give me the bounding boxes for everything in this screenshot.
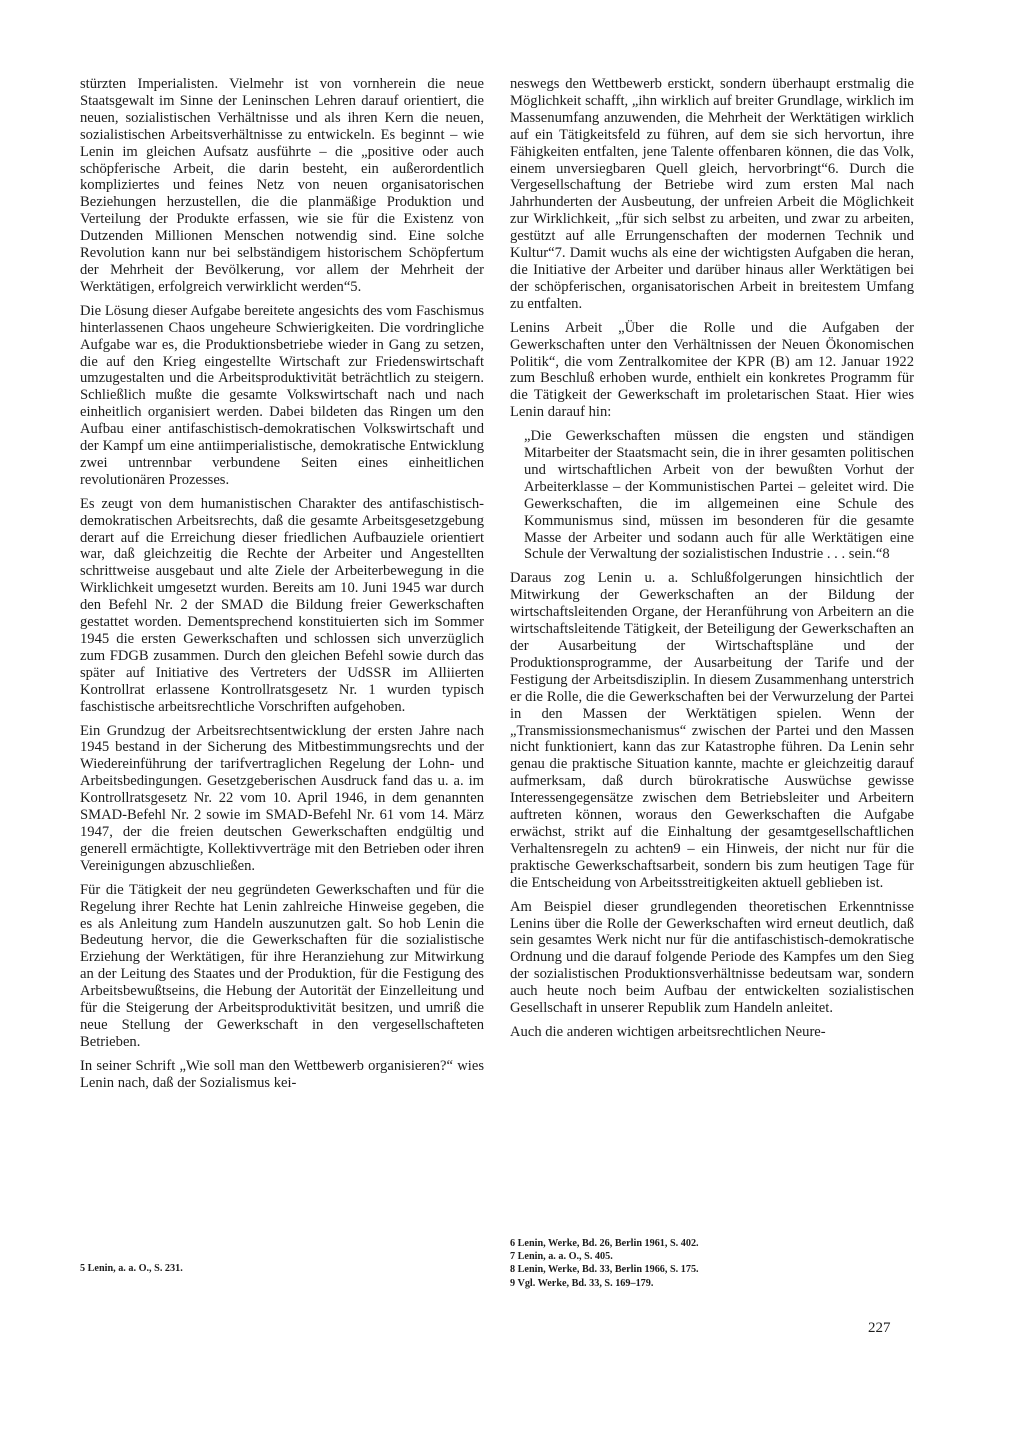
paragraph: stürzten Imperialisten. Vielmehr ist von vornherein die neue Staatsgewalt im Sinne der Leninschen Lehren darauf orientiert, die neuen, sozialistischen Verhältnisse und als ihren Kern die neuen, sozialistischen Arbeitsverhältnisse zu entwickeln. Es beginnt – wie Lenin im gleichen Aufsatz ausführte – die „positive oder auch schöpferische Arbeit, die darin besteht, ein außerordentlich kompliziertes und feines Netz von neuen organisatorischen Beziehungen herzustellen, die die planmäßige Produktion und Verteilung der Produkte erfassen, wie sie für die Existenz von Dutzenden Millionen Menschen notwendig sind. Eine solche Revolution kann nur bei selbständigem historischem Schöpfertum der Mehrheit der Bevölkerung, vor allem der Mehrheit der Werktätigen, erfolgreich verwirklicht werden“5.: [80, 76, 484, 295]
footnotes-left: [80, 1262, 484, 1275]
page-number: 227: [868, 1320, 891, 1336]
paragraph: neswegs den Wettbewerb erstickt, sondern überhaupt erstmalig die Möglichkeit schafft, „ihn wirklich auf breiter Grundlage, wirklich im Massenumfang anzuwenden, die Mehrheit der Werktätigen wirklich auf ein Tätigkeitsfeld zu führen, auf dem sie sich hervortun, ihre Fähigkeiten entfalten, jene Talente offenbaren können, die das Volk, einem unversiegbaren Quell gleich, hervorbringt“6. Durch die Vergesellschaftung der Betriebe wird zum ersten Mal nach Jahrhunderten der Ausbeutung, der unfreien Arbeit die Möglichkeit zur Wirklichkeit, „für sich selbst zu arbeiten, und zwar zu arbeiten, gestützt auf alle Errungenschaften der modernen Technik und Kultur“7. Damit wuchs als eine der wichtigsten Aufgaben die heran, die Initiative der Arbeiter und darüber hinaus aller Werktätigen bei der schöpferischen, organisatorischen Arbeit in breitestem Umfang zu entfalten.: [510, 76, 914, 312]
footnote: 8 Lenin, Werke, Bd. 33, Berlin 1966, S. 175.: [510, 1264, 699, 1276]
footnote: 5 Lenin, a. a. O., S. 231.: [80, 1263, 183, 1274]
left-column: [80, 76, 484, 1099]
footnote: 7 Lenin, a. a. O., S. 405.: [510, 1251, 613, 1263]
block-quote: „Die Gewerkschaften müssen die engsten und ständigen Mitarbeiter der Staatsmacht sein, die in ihrer gesamten politischen und wirtschaftlichen Arbeit von der bewußten Vorhut der Arbeiterklasse – der Kommunistischen Partei – geleitet wird. Die Gewerkschaften, die im allgemeinen eine Schule des Kommunismus sind, müssen im besonderen für die gesamte Masse der Arbeiter und sodann auch für alle Werktätigen eine Schule der Verwaltung der sozialistischen Industrie . . . sein.“8: [524, 428, 914, 563]
paragraph: Die Lösung dieser Aufgabe bereitete angesichts des vom Faschismus hinterlassenen Chaos ungeheure Schwierigkeiten. Die vordringliche Aufgabe war es, die Produktionsbetriebe wieder in Gang zu setzen, die auf den Krieg eingestellte Wirtschaft zur Friedenswirtschaft umzugestalten und die Arbeitsproduktivität beträchtlich zu steigern. Schließlich mußte die gesamte Volkswirtschaft nach und nach einheitlich organisiert werden. Dabei bildeten das Ringen um den Aufbau einer antifaschistisch-demokratischen Volkswirtschaft und der Kampf um eine antiimperialistische, demokratische Entwicklung zwei untrennbar verbundene Seiten eines einheitlichen revolutionären Prozesses.: [80, 302, 484, 488]
paragraph: Ein Grundzug der Arbeitsrechtsentwicklung der ersten Jahre nach 1945 bestand in der Sicherung des Mitbestimmungsrechts und der Wiedereinführung der tarifvertraglichen Regelung der Lohn- und Arbeitsbedingungen. Gesetzgeberischen Ausdruck fand das u. a. im Kontrollratsgesetz Nr. 22 vom 10. April 1946, in dem genannten SMAD-Befehl Nr. 2 sowie im SMAD-Befehl Nr. 61 vom 14. März 1947, der die freien deutschen Gewerkschaften endgültig und generell ermächtigte, Kollektivverträge mit den Betrieben oder ihren Vereinigungen abzuschließen.: [80, 722, 484, 874]
paragraph: Lenins Arbeit „Über die Rolle und die Aufgaben der Gewerkschaften unter den Verhältnissen der Neuen Ökonomischen Politik“, die vom Zentralkomitee der KPR (B) am 12. Januar 1922 zum Beschluß erhoben wurde, enthielt ein konkretes Programm für die Tätigkeit der Gewerkschaft im proletarischen Staat. Hier wies Lenin darauf hin:: [510, 319, 914, 421]
paragraph: Daraus zog Lenin u. a. Schlußfolgerungen hinsichtlich der Mitwirkung der Gewerkschaften an der Bildung der wirtschaftsleitenden Organe, der Heranführung von Arbeitern an die wirtschaftsleitende Tätigkeit, der Beteiligung der Gewerkschaften an der Ausarbeitung der Wirtschaftspläne und der Produktionsprogramme, der Ausarbeitung der Tarife und der Festigung der Arbeitsdisziplin. In diesem Zusammenhang unterstrich er die Rolle, die die Gewerkschaften bei der Verwurzelung der Partei in den Massen der Werktätigen spielen. Wenn der „Transmissionsmechanismus“ zwischen der Partei und den Massen nicht funktioniert, kann das zur Katastrophe führen. Da Lenin sehr genau die praktische Situation kannte, machte er gleichzeitig darauf aufmerksam, daß durch bürokratische Auswüchse gewisse Interessengegensätze zwischen dem Betriebsleiter und Arbeitern auftreten können, woraus den Gewerkschaften die Aufgabe erwächst, strikt auf die Einhaltung der gesamtgesellschaftlichen Verhaltensregeln zu achten9 – ein Hinweis, der nicht nur für die praktische Gewerkschaftsarbeit, sondern bis zum heutigen Tage für die Entscheidung von Arbeitsstreitigkeiten aktuell geblieben ist.: [510, 570, 914, 891]
footnote: 9 Vgl. Werke, Bd. 33, S. 169–179.: [510, 1277, 654, 1289]
right-column: [510, 76, 914, 1048]
footnotes-right: [510, 1237, 914, 1290]
footnote: 6 Lenin, Werke, Bd. 26, Berlin 1961, S. 402.: [510, 1238, 699, 1249]
paragraph: Am Beispiel dieser grundlegenden theoretischen Erkenntnisse Lenins über die Rolle der Gewerkschaften wird erneut deutlich, daß sein gesamtes Werk nicht nur für die antifaschistisch-demokratische Ordnung und die darauf folgende Periode des Kampfes um den Sieg der sozialistischen Produktionsverhältnisse bedeutsam war, sondern auch heute noch beim Aufbau der entwickelten sozialistischen Gesellschaft in unserer Republik zum Handeln anleitet.: [510, 898, 914, 1017]
paragraph: Es zeugt von dem humanistischen Charakter des antifaschistisch-demokratischen Arbeitsrechts, daß die gesamte Arbeitsgesetzgebung derart auf die Erreichung dieser friedlichen Aufbauziele orientiert war, daß gleichzeitig die Rechte der Arbeiter und Angestellten schrittweise ausgebaut und alte Ziele der Arbeiterbewegung in die Wirklichkeit umgesetzt wurden. Bereits am 10. Juni 1945 war durch den Befehl Nr. 2 der SMAD die Bildung freier Gewerkschaften gestattet worden. Dementsprechend konstituierten sich im Sommer 1945 die ersten Gewerkschaften und schlossen sich unverzüglich zum FDGB zusammen. Durch den gleichen Befehl sowie durch das später auf Initiative des Vertreters der UdSSR im Alliierten Kontrollrat erlassene Kontrollratsgesetz Nr. 1 wurden typisch faschistische arbeitsrechtliche Vorschriften aufgehoben.: [80, 495, 484, 715]
paragraph: Auch die anderen wichtigen arbeitsrechtlichen Neure-: [510, 1023, 826, 1040]
paragraph: In seiner Schrift „Wie soll man den Wettbewerb organisieren?“ wies Lenin nach, daß der Sozialismus kei-: [80, 1057, 484, 1091]
paragraph: Für die Tätigkeit der neu gegründeten Gewerkschaften und für die Regelung ihrer Rechte hat Lenin zahlreiche Hinweise gegeben, die es als Anleitung zum Handeln auszunutzen galt. So hob Lenin die Bedeutung hervor, die die Gewerkschaften für die sozialistische Erziehung der Werktätigen, für ihre Heranziehung zur Mitwirkung an der Leitung des Staates und der Produktion, für die Festigung des Arbeitsbewußtseins, die Hebung der Autorität der Einzelleitung und für die Steigerung der Arbeitsproduktivität besitzen, und umriß die neue Stellung der Gewerkschaft in den vergesellschafteten Betrieben.: [80, 881, 484, 1050]
